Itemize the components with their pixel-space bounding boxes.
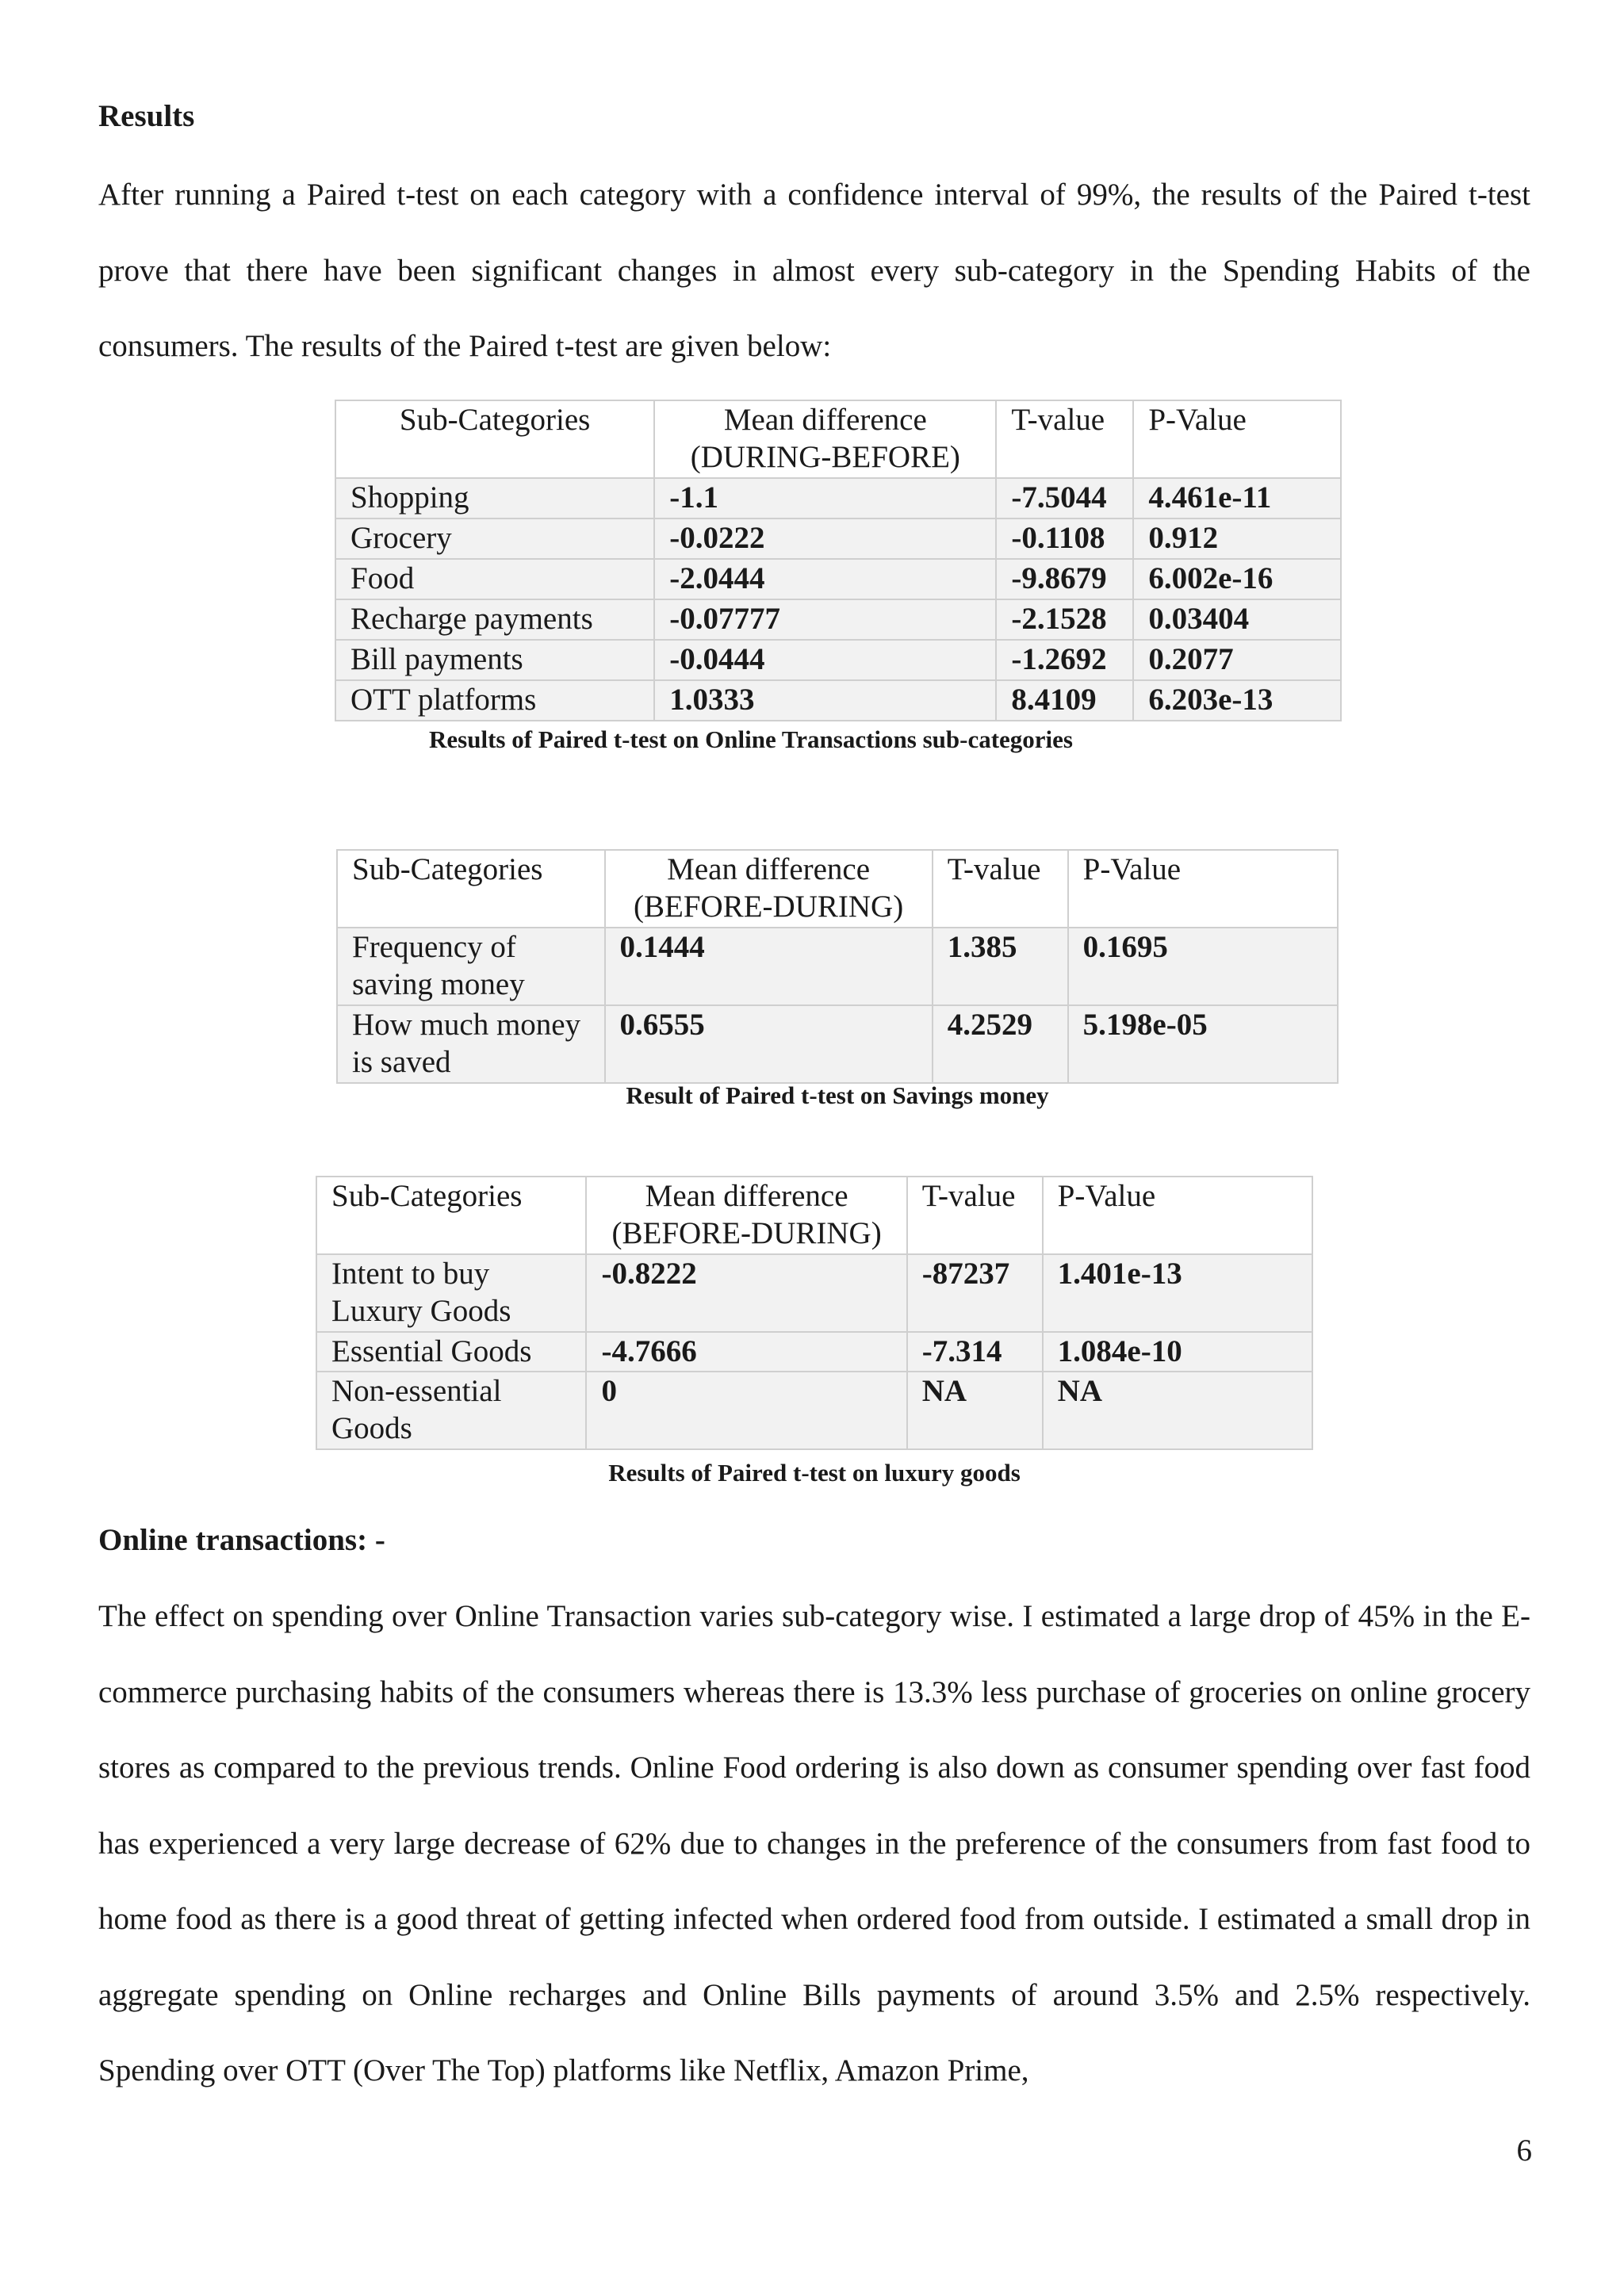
table-cell: -0.0444 [654,640,996,680]
table-cell: Food [335,559,654,599]
table-cell: -2.1528 [996,599,1133,640]
header-cell: P-Value [1043,1177,1312,1254]
header-cell: T-value [907,1177,1043,1254]
table-row [335,680,1341,721]
table-cell: Intent to buy Luxury Goods [316,1254,586,1332]
online-transactions-heading: Online transactions: - [98,1523,385,1557]
table-cell: 1.0333 [654,680,996,721]
table-cell: NA [1043,1372,1312,1449]
table-cell: Grocery [335,519,654,559]
table-cell: 1.084e-10 [1043,1332,1312,1372]
header-cell: T-value [933,850,1068,928]
header-cell: Sub-Categories [316,1177,586,1254]
table-cell: -1.1 [654,478,996,519]
table-row [316,1254,1312,1332]
table-row [316,1332,1312,1372]
table-cell: -0.07777 [654,599,996,640]
table-cell: -9.8679 [996,559,1133,599]
table-header-row [316,1177,1312,1254]
table-cell: 0.1444 [605,928,933,1005]
table-cell: -0.1108 [996,519,1133,559]
table-row [335,559,1341,599]
table-cell: 0.6555 [605,1005,933,1083]
table-row [337,1005,1338,1083]
results-table-online-transactions [335,400,1342,721]
table-cell: 6.203e-13 [1133,680,1341,721]
table-cell: Shopping [335,478,654,519]
results-heading: Results [98,99,195,133]
table-cell: 1.401e-13 [1043,1254,1312,1332]
page-number: 6 [1516,2133,1532,2168]
table-cell: 0.1695 [1068,928,1338,1005]
table-cell: -2.0444 [654,559,996,599]
header-cell: P-Value [1133,400,1341,478]
table-cell: 0.03404 [1133,599,1341,640]
header-cell: P-Value [1068,850,1338,928]
header-cell: Sub-Categories [337,850,605,928]
table-row [335,519,1341,559]
results-table-luxury-goods [316,1176,1313,1450]
table-cell: 4.461e-11 [1133,478,1341,519]
table-row [337,928,1338,1005]
table-cell: NA [907,1372,1043,1449]
table-cell: -0.8222 [586,1254,906,1332]
table-caption: Result of Paired t-test on Savings money [626,1081,1049,1109]
table-header-row [337,850,1338,928]
table-cell: Non-essential Goods [316,1372,586,1449]
table-row [335,640,1341,680]
table-cell: 0 [586,1372,906,1449]
table-cell: -7.314 [907,1332,1043,1372]
header-cell: Mean difference (BEFORE-DURING) [586,1177,906,1254]
table-cell: -4.7666 [586,1332,906,1372]
table-row [335,599,1341,640]
header-cell: Mean difference (DURING-BEFORE) [654,400,996,478]
table-cell: -0.0222 [654,519,996,559]
header-cell: T-value [996,400,1133,478]
online-transactions-paragraph: The effect on spending over Online Transaction varies sub-category wise. I estimated a large drop of 45% in the E-commerce purchasing habits of the consumers whereas there is 13.3% less purchase of groceries on online grocery stores as compared to the previous trends. Online Food ordering is also down as consumer spending over fast food has experienced a very large decrease of 62% due to changes in the preference of the consumers from fast food to home food as there is a good threat of getting infected when ordered food from outside. I estimated a small drop in aggregate spending on Online recharges and Online Bills payments of around 3.5% and 2.5% respectively. Spending over OTT (Over The Top) platforms like Netflix, Amazon Prime, [98,1599,1530,2087]
table-header-row [335,400,1341,478]
table-row [335,478,1341,519]
table-cell: -1.2692 [996,640,1133,680]
table-caption: Results of Paired t-test on luxury goods [608,1459,1021,1487]
table-cell: Recharge payments [335,599,654,640]
table-cell: 0.912 [1133,519,1341,559]
table-cell: 0.2077 [1133,640,1341,680]
intro-paragraph: After running a Paired t-test on each category with a confidence interval of 99%, the results of the Paired t-test prove that there have been significant changes in almost every sub-category in the Spending Habits of the consumers. The results of the Paired t-test are given below: [98,178,1530,363]
table-cell: 5.198e-05 [1068,1005,1338,1083]
table-cell: 4.2529 [933,1005,1068,1083]
table-cell: Bill payments [335,640,654,680]
table-cell: Frequency of saving money [337,928,605,1005]
table-cell: How much money is saved [337,1005,605,1083]
header-cell: Mean difference (BEFORE-DURING) [605,850,933,928]
table-row [316,1372,1312,1449]
table-caption: Results of Paired t-test on Online Transactions sub-categories [429,725,1073,753]
table-cell: 6.002e-16 [1133,559,1341,599]
table-cell: 8.4109 [996,680,1133,721]
table-cell: 1.385 [933,928,1068,1005]
table-cell: -7.5044 [996,478,1133,519]
table-cell: OTT platforms [335,680,654,721]
results-table-savings [336,849,1339,1084]
table-cell: -87237 [907,1254,1043,1332]
header-cell: Sub-Categories [335,400,654,478]
table-cell: Essential Goods [316,1332,586,1372]
